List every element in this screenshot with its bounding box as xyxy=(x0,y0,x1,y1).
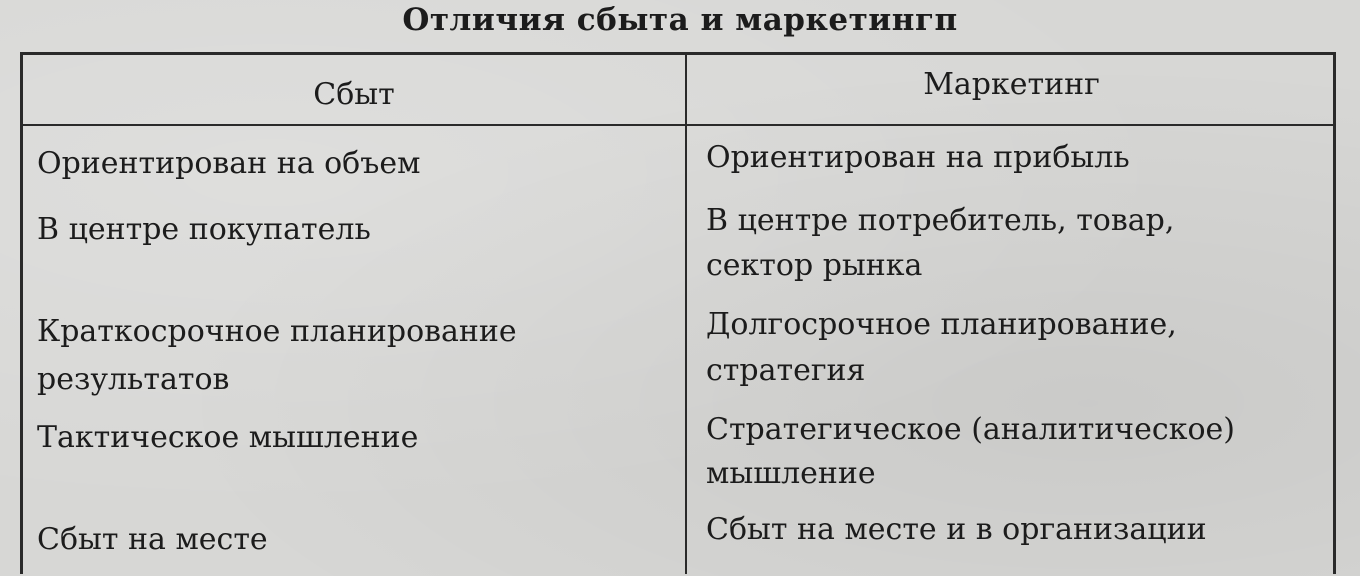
cell-sales-row-2: В центре покупатель xyxy=(37,212,371,247)
cell-marketing-row-2-line-2: сектор рынка xyxy=(706,248,923,283)
cell-marketing-row-2-line-1: В центре потребитель, товар, xyxy=(706,203,1175,238)
header-divider xyxy=(23,124,1333,126)
header-sales: Сбыт xyxy=(313,77,395,112)
cell-sales-row-5: Сбыт на месте xyxy=(37,522,268,557)
cell-marketing-row-4-line-2: мышление xyxy=(706,456,876,491)
cell-sales-row-3-line-1: Краткосрочное планирование xyxy=(37,314,517,349)
cell-sales-row-4: Тактическое мышление xyxy=(37,420,419,455)
column-divider xyxy=(685,55,687,574)
cell-marketing-row-3-line-2: стратегия xyxy=(706,353,866,388)
cell-sales-row-3-line-2: результатов xyxy=(37,362,230,397)
cell-sales-row-1: Ориентирован на объем xyxy=(37,146,421,181)
cell-marketing-row-4-line-1: Стратегическое (аналитическое) xyxy=(706,412,1235,447)
cell-marketing-row-1: Ориентирован на прибыль xyxy=(706,140,1130,175)
header-marketing: Маркетинг xyxy=(923,67,1100,102)
page-title: Отличия сбыта и маркетингп xyxy=(402,2,958,38)
cell-marketing-row-3-line-1: Долгосрочное планирование, xyxy=(706,307,1177,342)
cell-marketing-row-5: Сбыт на месте и в организации xyxy=(706,512,1207,547)
comparison-table xyxy=(20,52,1336,574)
